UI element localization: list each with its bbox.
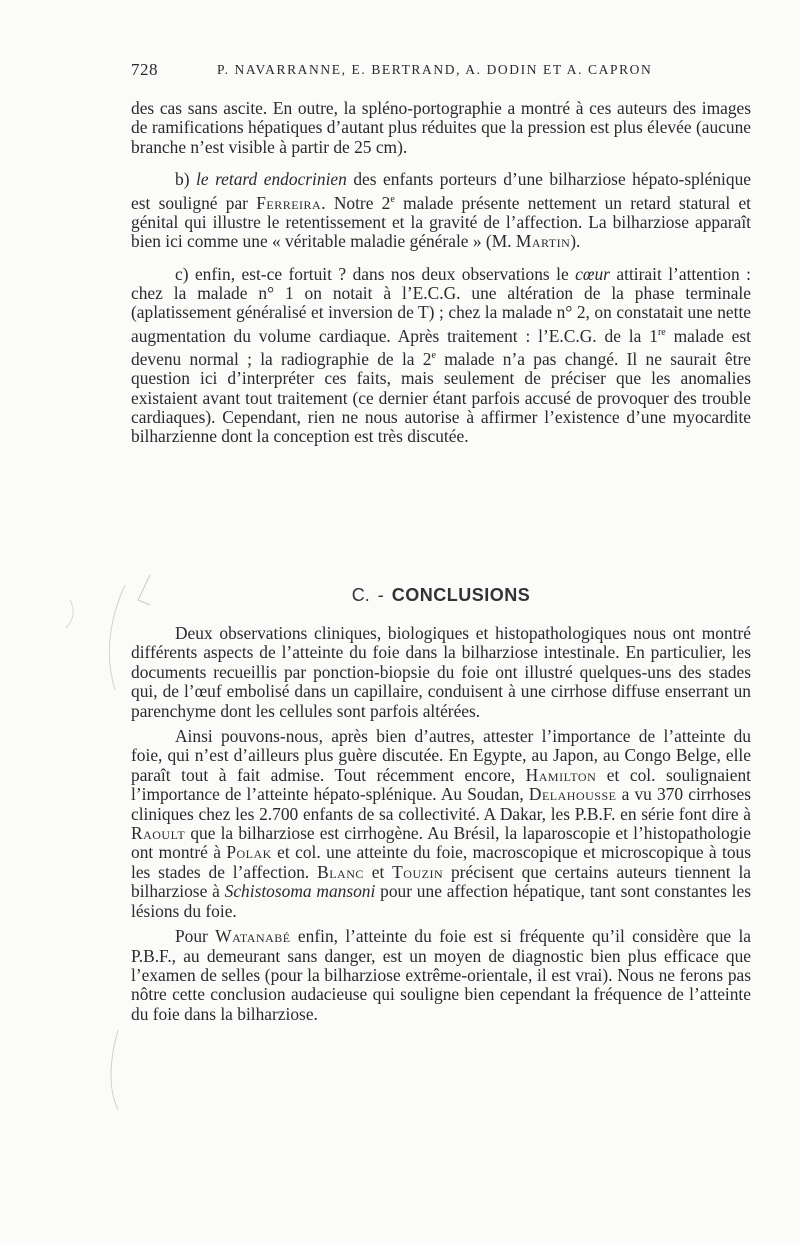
author-name: Polak xyxy=(226,842,272,863)
pencil-mark xyxy=(111,1030,118,1110)
pencil-mark xyxy=(109,585,125,690)
author-name: Raoult xyxy=(131,823,186,844)
species-name: Schistosoma mansoni xyxy=(224,881,376,902)
body-text-bottom xyxy=(131,624,751,1024)
author-name: Touzin xyxy=(392,861,444,882)
paragraph: des cas sans ascite. En outre, la spléno-portographie a montré à ces auteurs des images de ramifications hépatiques d’autant plus réduites que la pression est plus élevée (aucune branche n’est visible à partir de 25 cm). xyxy=(131,98,751,157)
section-title: CONCLUSIONS xyxy=(391,585,531,605)
paragraph: Deux observations cliniques, biologiques et histopathologiques nous ont montré différents aspects de l’atteinte du foie dans la bilharziose intestinale. En particulier, les documents recueillis par ponction-biopsie du foie ont illustré quelques-uns des stades qui, de l’œuf embolisé dans un capillaire, conduisent à une cirrhose diffuse enserrant un parenchyme dont les cellules sont parfois altérées. xyxy=(131,623,751,721)
body-text-top xyxy=(131,99,751,447)
author-name: Delahousse xyxy=(528,784,617,805)
section-separator: - xyxy=(377,585,384,605)
page-number: 728 xyxy=(131,60,158,79)
section-heading xyxy=(131,585,751,606)
paragraph-b: b) le retard endocrinien des enfants porteurs d’une bilharziose hépato-splénique est souligné par Ferreira. Notre 2e malade présente nettement un retard statural et génital qui illustre le retentissement et la gravité de l’affection. La bilharziose apparaît bien ici comme une « véritable maladie générale » (M. Martin). xyxy=(131,169,752,252)
paragraph: Pour Watanabé enfin, l’atteinte du foie est si fréquente qu’il considère que la P.B.F., au demeurant sans danger, est un moyen de diagnostic bien plus efficace que l’examen de selles (pour la bilharziose extrême-orientale, il est vrai). Nous ne ferons pas nôtre cette conclusion audacieuse qui souligne bien cependant la fréquence de l’atteinte du foie dans la bilharziose. xyxy=(131,926,751,1024)
pencil-mark xyxy=(66,600,73,628)
running-header-authors: P. NAVARRANNE, E. BERTRAND, A. DODIN ET A. CAPRON xyxy=(217,62,653,77)
section-label: C. xyxy=(351,585,370,605)
author-name: Martin xyxy=(515,231,571,252)
author-name: Ferreira xyxy=(256,192,322,213)
author-name: Blanc xyxy=(317,861,364,882)
author-name: Watanabé xyxy=(215,926,291,947)
paragraph: Ainsi pouvons-nous, après bien d’autres, attester l’importance de l’atteinte du foie, qui n’est d’ailleurs plus guère discutée. En Egypte, au Japon, au Congo Belge, elle paraît tout à fait admise. Tout récemment encore, Hamilton et col. soulignaient l’importance de l’atteinte hépato-splénique. Au Soudan, Delahousse a vu 370 cirrhoses cliniques chez les 2.700 enfants de sa collectivité. A Dakar, les P.B.F. en série font dire à Raoult que la bilharziose est cirrhogène. Au Brésil, la laparoscopie et l’histopathologie ont montré à Polak et col. une atteinte du foie, macroscopique et microscopique à tous les stades de l’affection. Blanc et Touzin précisent que certains auteurs tiennent la bilharziose à Schistosoma mansoni pour une affection hépatique, tant sont constantes les lésions du foie. xyxy=(131,726,752,921)
author-name: Hamilton xyxy=(525,764,597,785)
paragraph-c: c) enfin, est-ce fortuit ? dans nos deux observations le cœur attirait l’attention : chez la malade n° 1 on notait à l’E.C.G. une altération de la phase terminale (aplatissement généralisé et inversion de T) ; chez la malade n° 2, on constatait une nette augmentation du volume cardiaque. Après traitement : l’E.C.G. de la 1re malade est devenu normal ; la radiographie de la 2e malade n’a pas changé. Il ne saurait être question ici d’interpréter ces faits, mais seulement de préciser que les anomalies existaient avant tout traitement (ce dernier étant parfois accusé de provoquer des trouble cardiaques). Cependant, rien ne nous autorise à affirmer l’existence d’une myocardite bilharzienne dont la conception est très discutée. xyxy=(131,263,752,447)
